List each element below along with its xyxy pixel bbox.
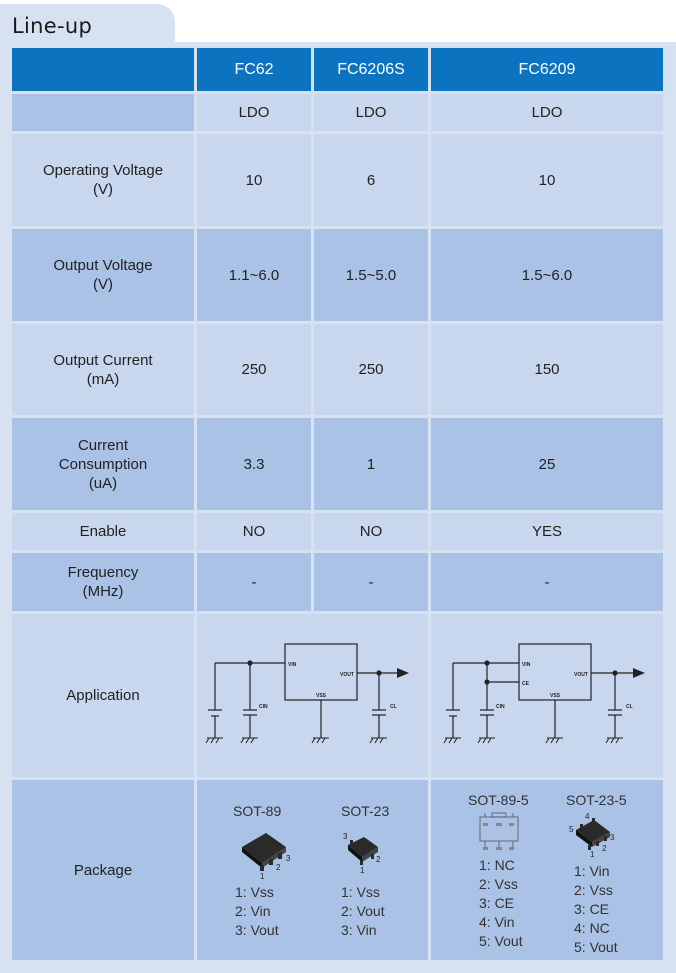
- svg-text:4: 4: [585, 812, 590, 821]
- cell-enable-fc6206s: NO: [314, 513, 428, 550]
- circuit-label-vss: VSS: [550, 693, 561, 699]
- row-label-output-voltage: Output Voltage (V): [12, 229, 194, 321]
- svg-text:3: 3: [610, 833, 615, 842]
- header-corner: [12, 48, 194, 91]
- application-circuit-diagram-left: [197, 614, 428, 777]
- sot89-5-pin-list: 1: NC 2: Vss 3: CE 4: Vin 5: Vout: [479, 857, 523, 949]
- application-circuit-fc62-fc6206s: [197, 614, 428, 777]
- svg-text:1: 1: [590, 850, 595, 858]
- row-label-operating-voltage: Operating Voltage (V): [12, 134, 194, 226]
- circuit-label-cl: CL: [626, 704, 633, 710]
- application-circuit-diagram-right: [431, 614, 663, 777]
- sot23-chip-icon: [340, 827, 390, 875]
- cell-output-voltage-fc6206s: 1.5~5.0: [314, 229, 428, 321]
- package-cell-fc62-fc6206s: [197, 780, 428, 960]
- cell-frequency-fc6209: -: [431, 553, 663, 611]
- svg-text:5: 5: [569, 825, 574, 834]
- sot89-pin-list: 1: Vss 2: Vin 3: Vout: [235, 884, 279, 938]
- circuit-label-cl: CL: [390, 704, 397, 710]
- row-label-package: Package: [12, 780, 194, 960]
- svg-text:3: 3: [343, 832, 348, 841]
- cell-type-fc6209: LDO: [431, 94, 663, 131]
- cell-output-current-fc62: 250: [197, 324, 311, 415]
- application-circuit-fc6209: [431, 614, 663, 777]
- circuit-label-cin: CIN: [259, 704, 268, 710]
- cell-type-fc62: LDO: [197, 94, 311, 131]
- row-label-type: [12, 94, 194, 131]
- package-name-sot89-5: SOT-89-5: [468, 792, 529, 808]
- cell-output-voltage-fc6209: 1.5~6.0: [431, 229, 663, 321]
- package-name-sot89: SOT-89: [233, 803, 282, 819]
- column-header-fc6209: FC6209: [431, 48, 663, 91]
- circuit-label-ce: CE: [522, 681, 529, 687]
- row-label-output-current: Output Current (mA): [12, 324, 194, 415]
- cell-operating-voltage-fc6209: 10: [431, 134, 663, 226]
- sot23-5-chip-icon: [566, 810, 620, 858]
- sot89-chip-icon: [236, 825, 298, 881]
- cell-operating-voltage-fc6206s: 6: [314, 134, 428, 226]
- svg-text:1: 1: [360, 866, 365, 875]
- cell-output-current-fc6206s: 250: [314, 324, 428, 415]
- page-title: Line-up: [12, 14, 93, 38]
- cell-output-voltage-fc62: 1.1~6.0: [197, 229, 311, 321]
- cell-output-current-fc6209: 150: [431, 324, 663, 415]
- cell-current-consumption-fc6209: 25: [431, 418, 663, 510]
- cell-enable-fc62: NO: [197, 513, 311, 550]
- lineup-tab: [0, 4, 175, 48]
- cell-frequency-fc62: -: [197, 553, 311, 611]
- cell-current-consumption-fc62: 3.3: [197, 418, 311, 510]
- package-name-sot23: SOT-23: [341, 803, 390, 819]
- cell-frequency-fc6206s: -: [314, 553, 428, 611]
- circuit-label-vss: VSS: [316, 693, 327, 699]
- row-label-frequency: Frequency (MHz): [12, 553, 194, 611]
- cell-current-consumption-fc6206s: 1: [314, 418, 428, 510]
- row-label-application: Application: [12, 614, 194, 777]
- sot23-5-pin-list: 1: Vin 2: Vss 3: CE 4: NC 5: Vout: [574, 863, 618, 955]
- sot89-5-outline-icon: [476, 811, 522, 853]
- svg-text:2: 2: [602, 844, 607, 853]
- sot23-pin-list: 1: Vss 2: Vout 3: Vin: [341, 884, 385, 938]
- column-header-fc62: FC62: [197, 48, 311, 91]
- cell-type-fc6206s: LDO: [314, 94, 428, 131]
- svg-text:2: 2: [376, 855, 381, 864]
- circuit-label-vin: VIN: [522, 662, 531, 668]
- package-name-sot23-5: SOT-23-5: [566, 792, 627, 808]
- svg-text:3: 3: [286, 854, 291, 863]
- cell-enable-fc6209: YES: [431, 513, 663, 550]
- row-label-current-consumption: Current Consumption (uA): [12, 418, 194, 510]
- row-label-enable: Enable: [12, 513, 194, 550]
- circuit-label-cin: CIN: [496, 704, 505, 710]
- package-cell-fc6209: [431, 780, 663, 960]
- circuit-label-vout: VOUT: [574, 672, 588, 678]
- circuit-label-vout: VOUT: [340, 672, 354, 678]
- column-header-fc6206s: FC6206S: [314, 48, 428, 91]
- svg-text:2: 2: [276, 863, 281, 872]
- svg-text:1: 1: [260, 872, 265, 881]
- cell-operating-voltage-fc62: 10: [197, 134, 311, 226]
- circuit-label-vin: VIN: [288, 662, 297, 668]
